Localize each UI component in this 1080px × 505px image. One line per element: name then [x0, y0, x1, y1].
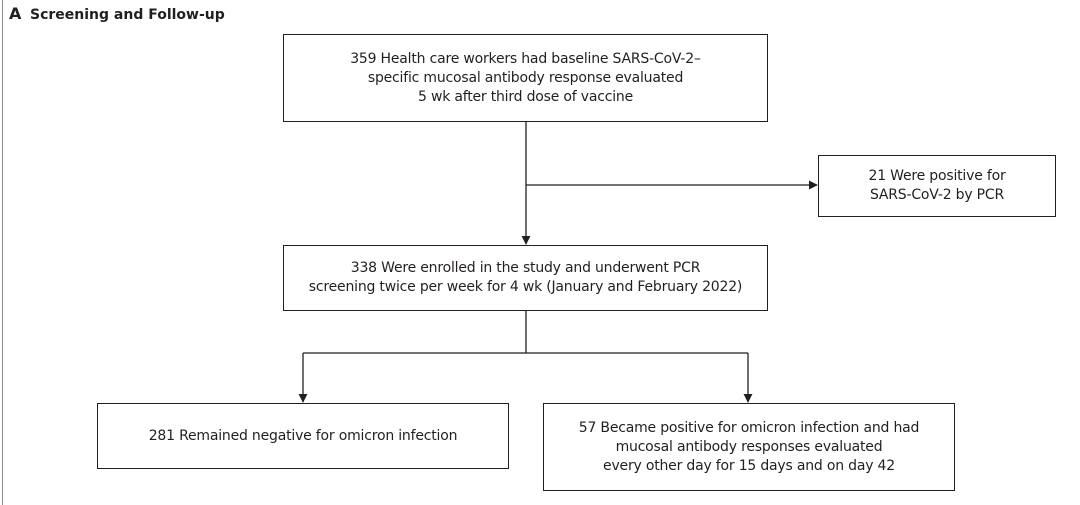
box-positive [543, 403, 955, 491]
box-negative-line-1: 281 Remained negative for omicron infection [148, 427, 458, 444]
box-baseline-line-3: 5 wk after third dose of vaccine [417, 88, 634, 105]
box-enrolled-line-1: 338 Were enrolled in the study and underwent PCR [350, 260, 701, 276]
box-excluded [818, 155, 1056, 217]
panel-letter: A [9, 4, 22, 23]
box-excluded-line-1: 21 Were positive for [868, 168, 1006, 184]
box-enrolled-line-2: screening twice per week for 4 wk (January and February 2022) [308, 279, 743, 295]
box-excluded-line-2: SARS-CoV-2 by PCR [869, 187, 1005, 203]
box-positive-line-1: 57 Became positive for omicron infection and had [578, 419, 920, 436]
box-negative [97, 403, 509, 469]
box-positive-line-3: every other day for 15 days and on day 42 [603, 457, 895, 474]
box-baseline [283, 34, 768, 122]
box-positive-line-2: mucosal antibody responses evaluated [615, 438, 883, 455]
box-baseline-line-1: 359 Health care workers had baseline SARS-CoV-2– [350, 50, 701, 67]
panel-title: Screening and Follow-up [30, 7, 225, 23]
box-enrolled [283, 245, 768, 311]
box-baseline-line-2: specific mucosal antibody response evaluated [367, 69, 684, 86]
